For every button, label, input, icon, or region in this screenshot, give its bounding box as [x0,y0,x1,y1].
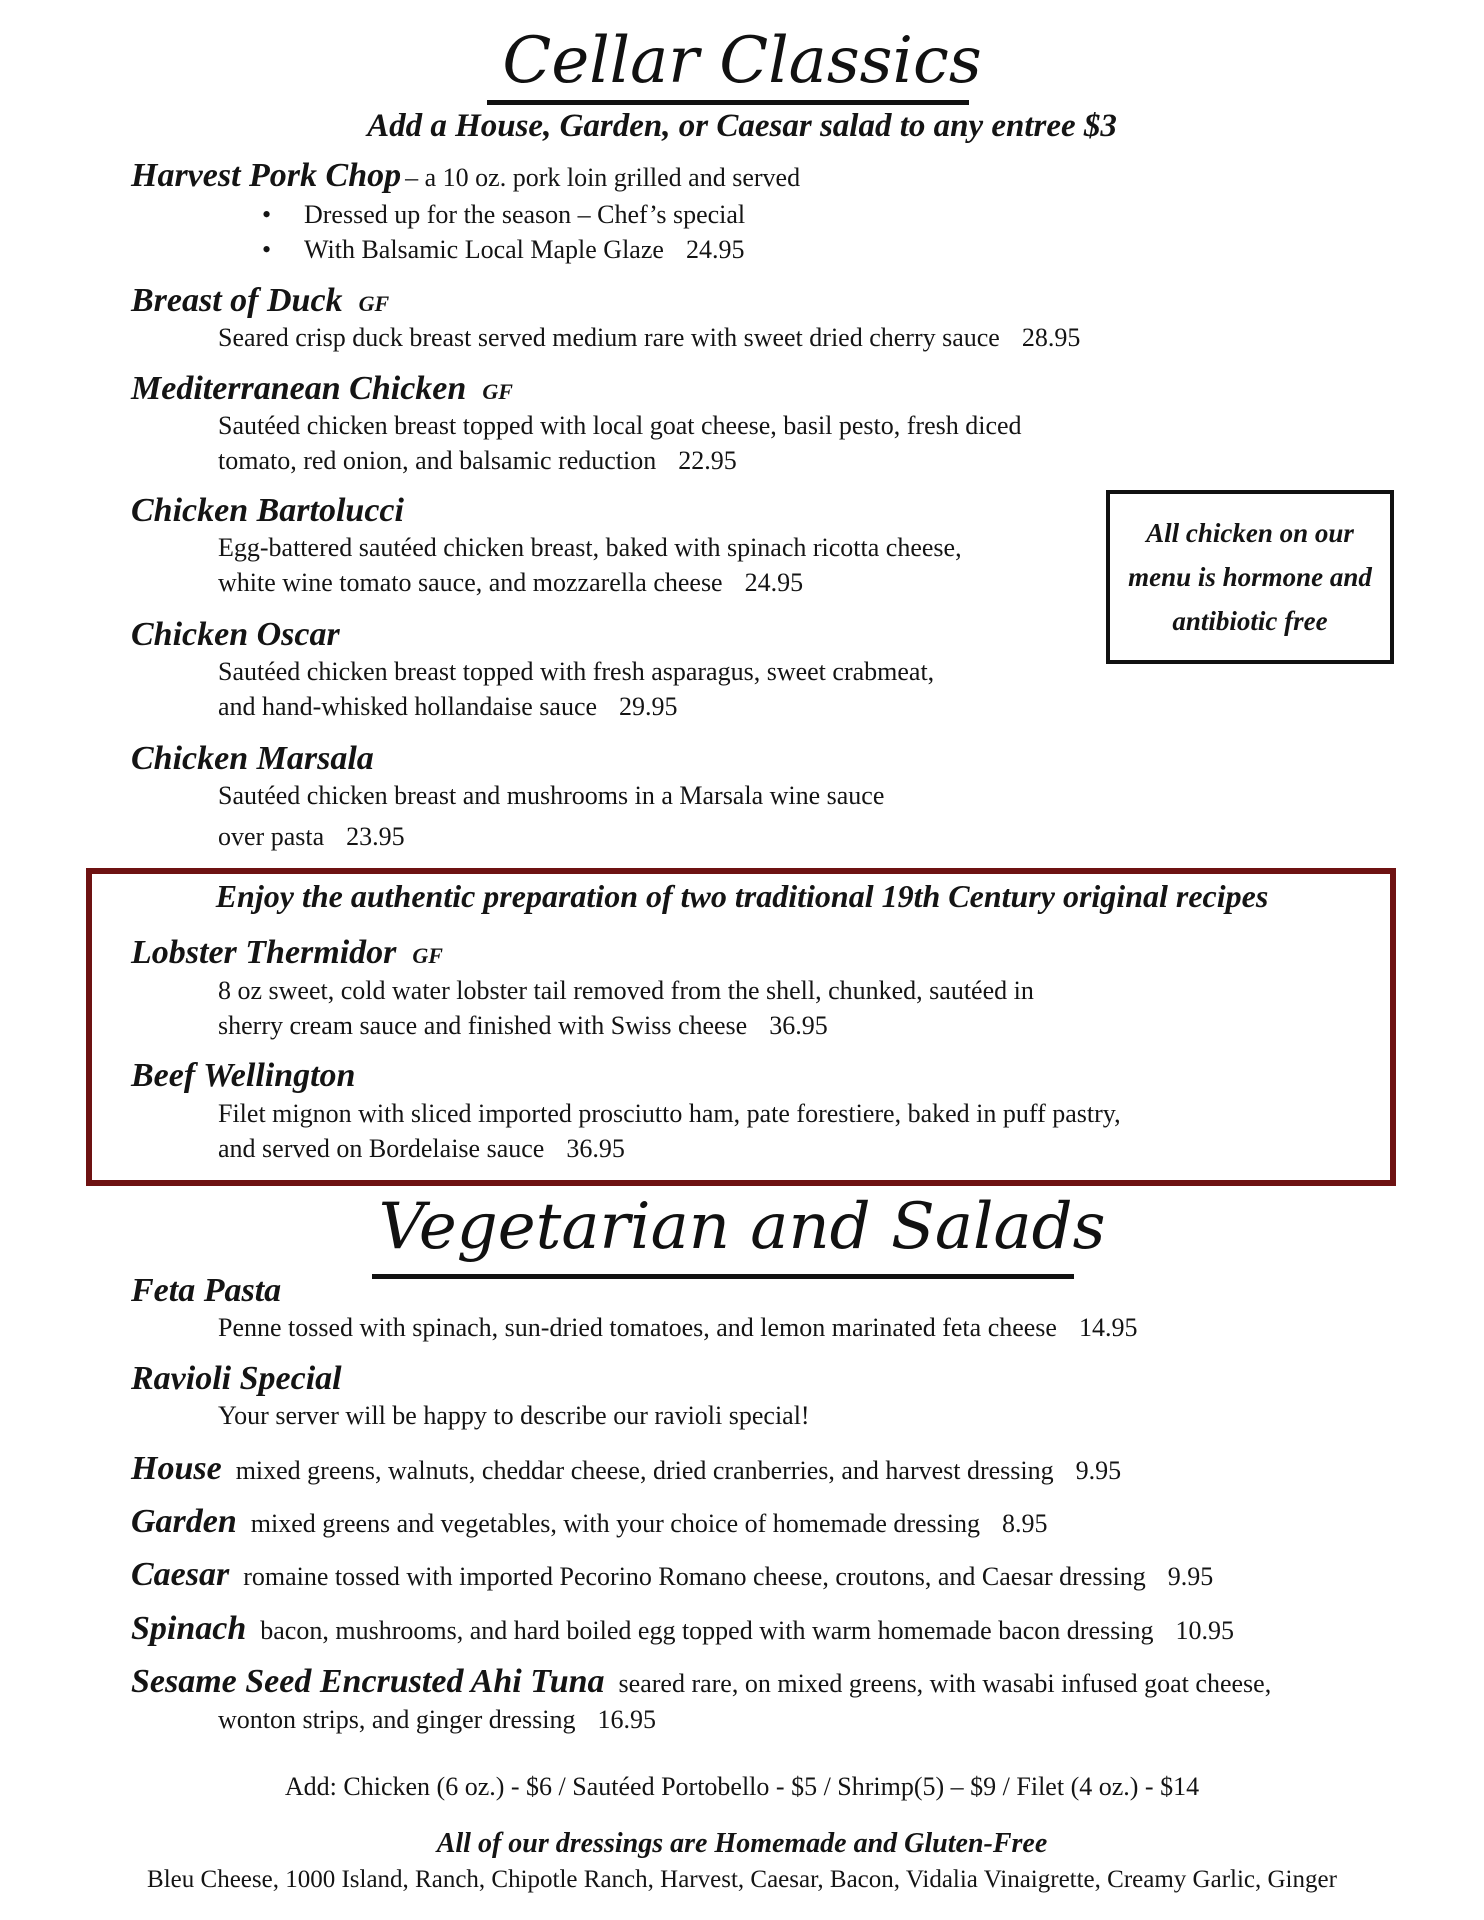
item-price: 16.95 [597,1705,656,1734]
item-price: 14.95 [1078,1313,1138,1342]
salad-title: Garden [131,1503,237,1540]
item-title: Harvest Pork Chop [131,157,402,194]
item-description: Sautéed chicken breast topped with fresh asparagus, sweet crabmeat, [218,657,935,686]
item-price: 9.95 [1075,1456,1122,1485]
salad-garden [131,1503,1048,1541]
salad-description: mixed greens and vegetables, with your choice of homemade dressing [250,1509,981,1538]
salad-description: mixed greens, walnuts, cheddar cheese, dried cranberries, and harvest dressing [235,1456,1054,1485]
menu-item-duck [131,282,389,320]
gluten-free-badge: GF [412,943,443,968]
bullet-icon: • [262,200,272,229]
item-description: Filet mignon with sliced imported prosciutto ham, pate forestiere, baked in puff pastry, [218,1099,1121,1128]
item-price: 10.95 [1175,1616,1234,1645]
salad-description: wonton strips, and ginger dressing 16.95 [218,1705,656,1734]
item-description: Penne tossed with spinach, sun-dried tomatoes, and lemon marinated feta cheese 14.95 [218,1313,1138,1342]
item-price: 23.95 [346,822,405,851]
salad-description: bacon, mushrooms, and hard boiled egg topped with warm homemade bacon dressing [260,1616,1154,1645]
menu-item-chicken-marsala: Chicken Marsala [131,740,374,777]
heading-underline [487,100,969,105]
item-description: Sautéed chicken breast and mushrooms in a Marsala wine sauce [218,781,885,810]
item-description: and served on Bordelaise sauce 36.95 [218,1134,625,1163]
salad-title: Spinach [131,1610,247,1647]
menu-item-chicken-oscar: Chicken Oscar [131,616,340,653]
menu-item-pork-chop [131,157,800,195]
callout-line: menu is hormone and [1128,562,1372,592]
item-title: Breast of Duck [131,282,343,319]
item-description: tomato, red onion, and balsamic reduction 22.95 [218,446,737,475]
protein-addons-line: Add: Chicken (6 oz.) - $6 / Sautéed Portobello - $5 / Shrimp(5) – $9 / Filet (4 oz.) - $14 [284,1772,1200,1801]
callout-line: antibiotic free [1172,606,1328,636]
item-description: Egg-battered sautéed chicken breast, baked with spinach ricotta cheese, [218,533,962,562]
bullet-icon: • [262,235,272,264]
item-price: 22.95 [678,446,737,475]
item-title: Lobster Thermidor [131,934,397,971]
chicken-info-callout [1106,490,1394,664]
bullet-line: • Dressed up for the season – Chef’s special [262,200,746,229]
bullet-line: • With Balsamic Local Maple Glaze 24.95 [262,235,745,264]
heading-underline [372,1274,1074,1279]
salad-spinach [131,1610,1234,1648]
dressing-list: Bleu Cheese, 1000 Island, Ranch, Chipotle Ranch, Harvest, Caesar, Bacon, Vidalia Vinaigrette, Creamy Garlic, Ginger [147,1866,1337,1893]
salad-title: Sesame Seed Encrusted Ahi Tuna [131,1663,605,1700]
menu-item-ravioli-special: Ravioli Special [131,1360,342,1397]
menu-item-feta-pasta: Feta Pasta [131,1272,282,1309]
cellar-classics-heading: Cellar Classics [502,24,982,98]
item-price: 24.95 [685,235,745,264]
item-description: Your server will be happy to describe our ravioli special! [218,1401,810,1430]
item-price: 24.95 [744,568,804,597]
salad-description: romaine tossed with imported Pecorino Romano cheese, croutons, and Caesar dressing [243,1562,1146,1591]
menu-item-mediterranean-chicken [131,370,513,408]
gluten-free-badge: GF [358,291,390,316]
item-title: Mediterranean Chicken [131,370,467,407]
item-price: 8.95 [1002,1509,1048,1538]
item-description: and hand-whisked hollandaise sauce 29.95 [218,692,678,721]
item-price: 29.95 [619,692,678,721]
salad-ahi-tuna [131,1663,1271,1701]
item-price: 36.95 [566,1134,625,1163]
salad-caesar [131,1556,1213,1594]
item-description: white wine tomato sauce, and mozzarella cheese 24.95 [218,568,804,597]
menu-item-lobster-thermidor [131,934,443,972]
salad-addon-tagline: Add a House, Garden, or Caesar salad to any entree $3 [367,108,1117,144]
menu-item-chicken-bartolucci: Chicken Bartolucci [131,492,404,529]
salad-title: Caesar [131,1556,230,1593]
item-price: 28.95 [1021,323,1081,352]
item-description: 8 oz sweet, cold water lobster tail removed from the shell, chunked, sautéed in [218,976,1034,1005]
historic-recipes-heading: Enjoy the authentic preparation of two traditional 19th Century original recipes [215,878,1269,914]
item-price: 36.95 [769,1011,828,1040]
item-description: – a 10 oz. pork loin grilled and served [405,163,801,192]
salad-title: House [131,1450,222,1487]
item-price: 9.95 [1167,1562,1214,1591]
salad-description: seared rare, on mixed greens, with wasabi infused goat cheese, [618,1669,1272,1698]
vegetarian-salads-heading: Vegetarian and Salads [378,1190,1106,1264]
callout-line: All chicken on our [1146,518,1354,548]
item-description: over pasta 23.95 [218,822,405,851]
dressing-note: All of our dressings are Homemade and Gluten-Free [436,1828,1048,1859]
menu-item-beef-wellington: Beef Wellington [131,1057,356,1094]
gluten-free-badge: GF [482,379,513,404]
salad-house [131,1450,1121,1488]
item-description: sherry cream sauce and finished with Swiss cheese 36.95 [218,1011,828,1040]
item-description: Seared crisp duck breast served medium rare with sweet dried cherry sauce 28.95 [218,323,1081,352]
item-description: Sautéed chicken breast topped with local goat cheese, basil pesto, fresh diced [218,411,1022,440]
